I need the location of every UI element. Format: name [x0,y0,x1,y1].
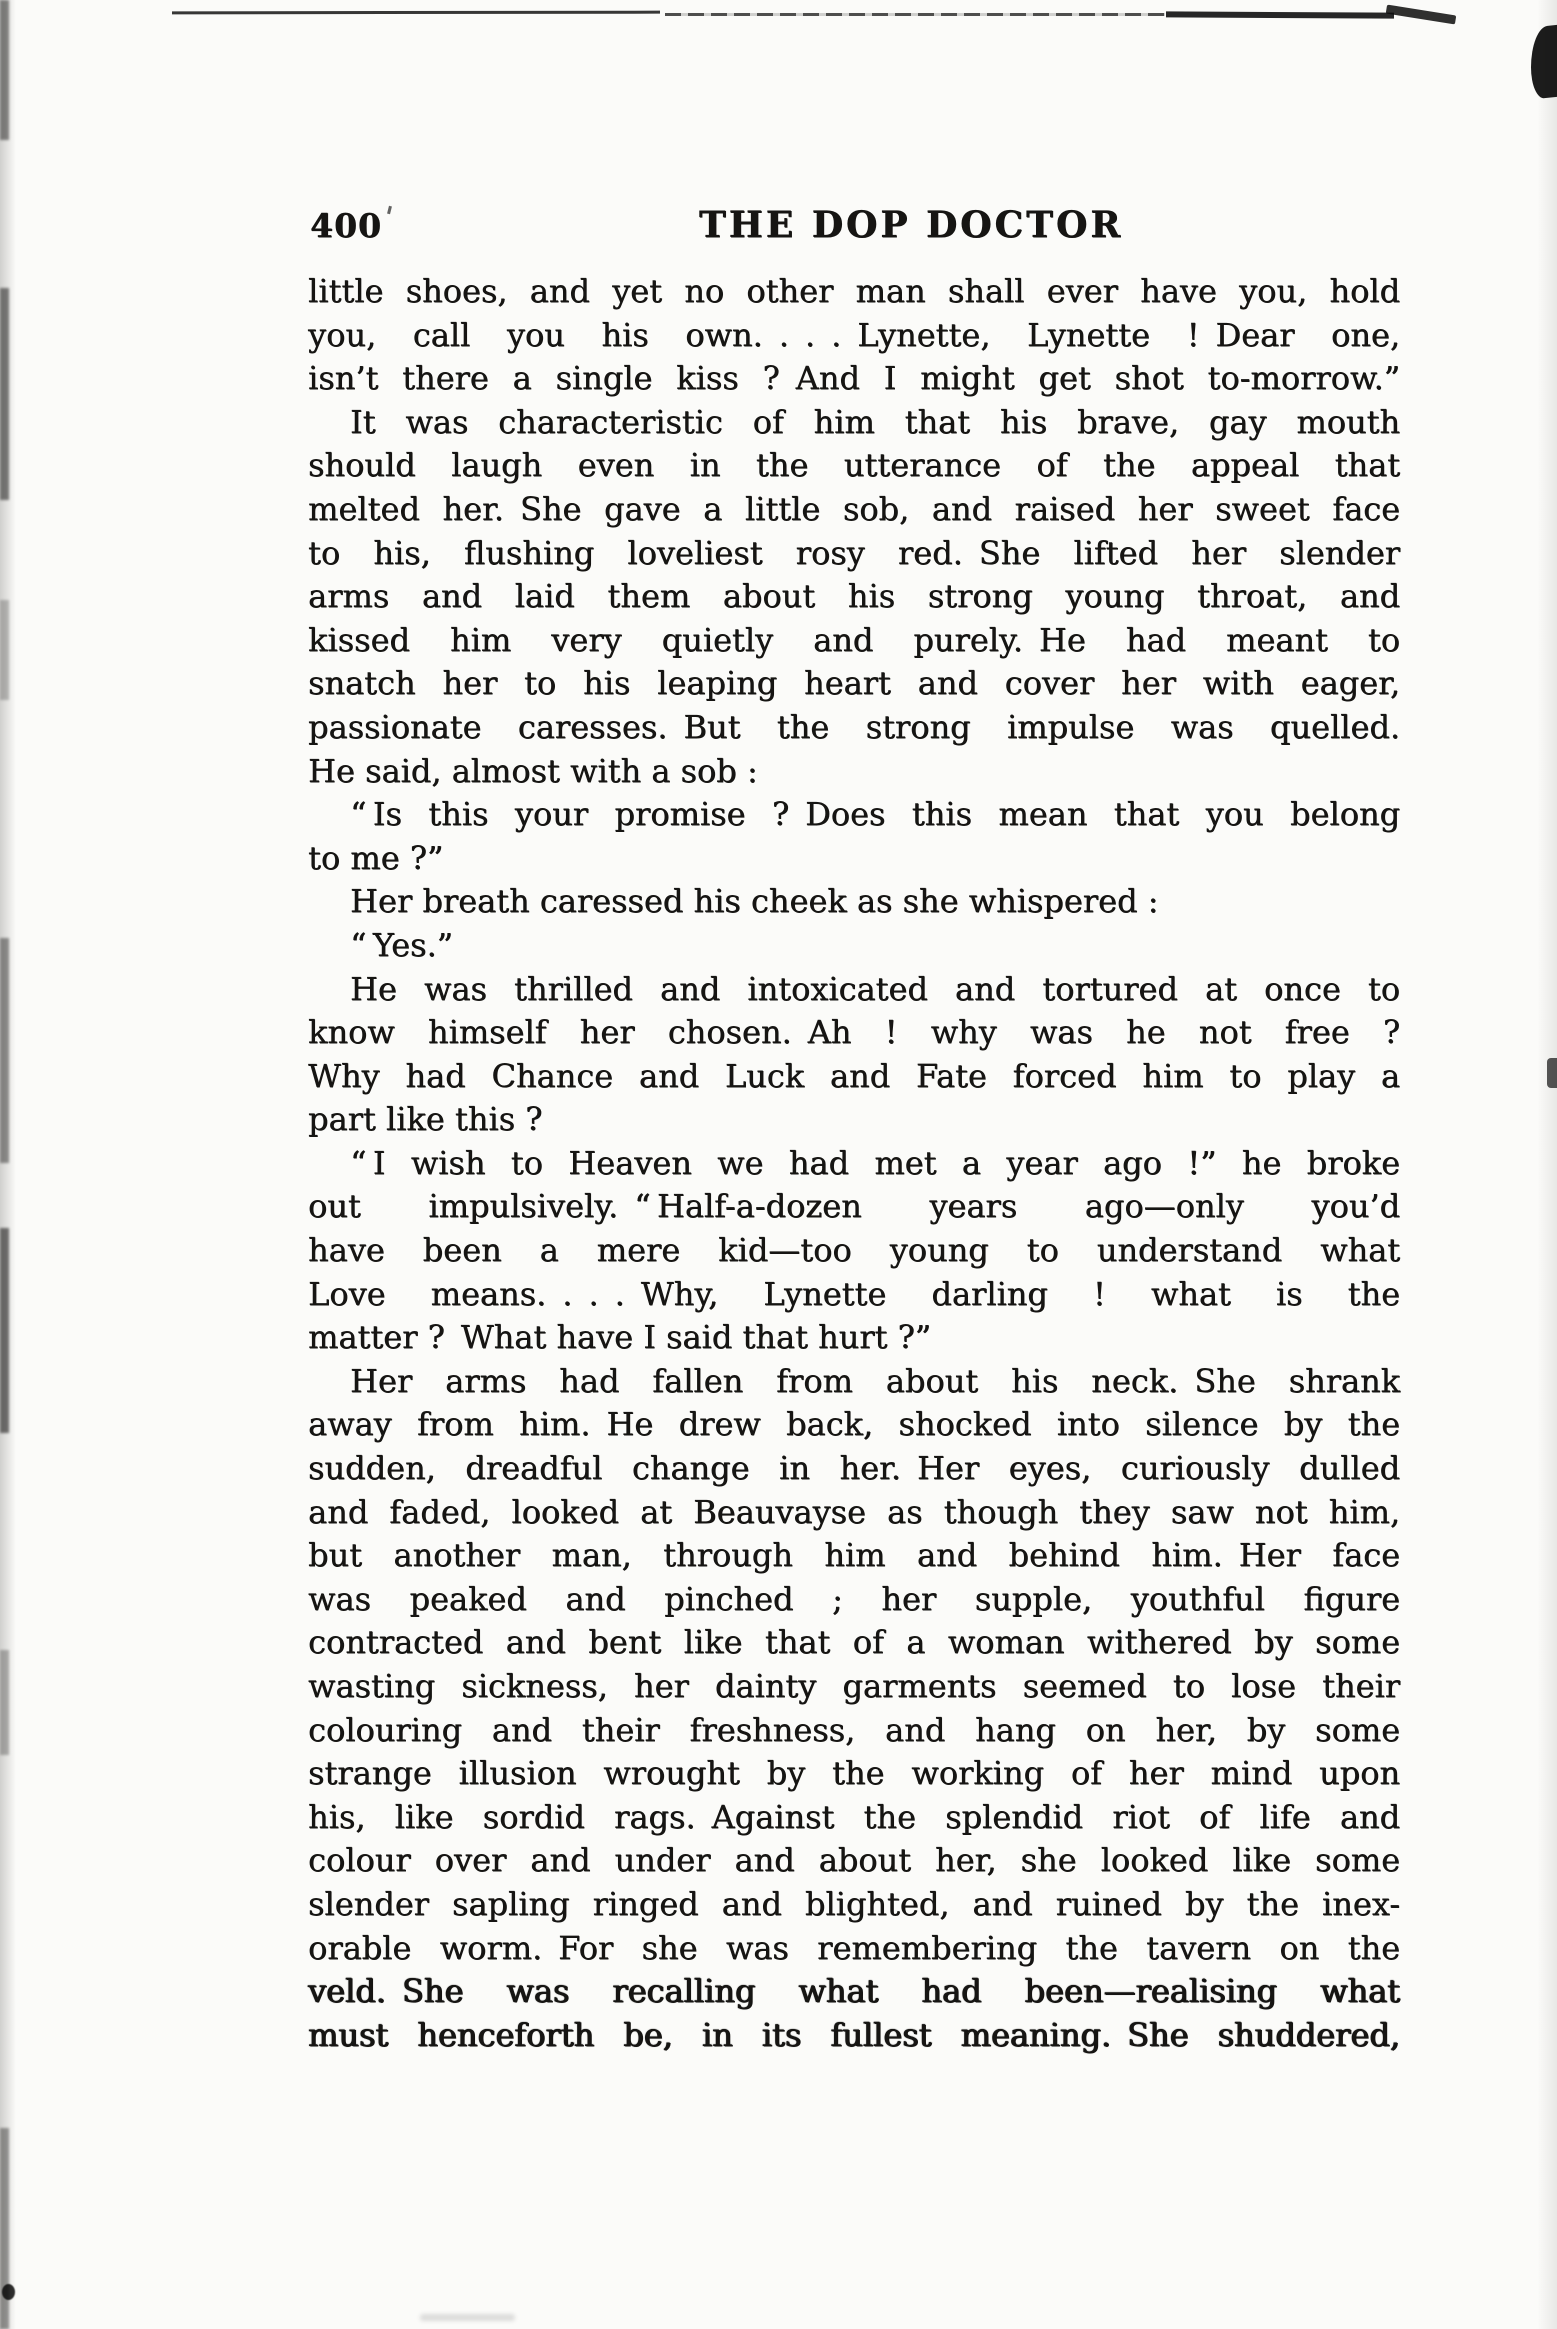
text-line: It was characteristic of him that his brave, gay mouth [350,402,1400,441]
running-header [308,204,1400,250]
scan-ink-mark-right [1547,1058,1557,1088]
running-title: THE DOP DOCTOR [698,204,1124,246]
text-line: melted her. She gave a little sob, and raised her sweet face [308,489,1400,528]
text-line: to me ?” [308,838,444,877]
text-line: He said, almost with a sob : [308,751,758,790]
text-line: part like this ? [308,1100,543,1139]
text-line: and faded, looked at Beauvayse as though they saw not him, [308,1492,1400,1531]
paragraph [308,1360,1400,2058]
text-line: colour over and under and about her, she looked like some [308,1841,1400,1880]
text-line: snatch her to his leaping heart and cover her with eager, [308,664,1400,703]
scan-corner-mark [1386,5,1457,25]
text-line: know himself her chosen. Ah ! why was he not free ? [308,1013,1400,1052]
paragraph [308,793,1400,880]
scan-edge-shade-right [1537,0,1557,2329]
paragraph [308,270,1400,401]
text-line: must henceforth be, in its fullest meaning. She shuddered, [308,2015,1400,2054]
scan-ink-blob-right [1531,24,1557,99]
text-line: but another man, through him and behind him. Her face [308,1536,1400,1575]
scan-top-rule-broken [665,13,1165,16]
text-line: to his, flushing loveliest rosy red. She lifted her slender [308,533,1400,572]
text-line: Why had Chance and Luck and Fate forced him to play a [308,1056,1400,1095]
scan-edge-shade-left [0,0,16,2329]
scan-streak-left [0,1228,9,1433]
text-line: orable worm. For she was remembering the tavern on the [308,1928,1400,1967]
text-line: passionate caresses. But the strong impulse was quelled. [308,707,1400,746]
text-line: should laugh even in the utterance of the appeal that [308,446,1400,485]
scan-ink-dot-bottom-left [2,2284,15,2300]
scan-top-rule-heavy [1166,11,1394,18]
page-body [308,270,1400,2057]
text-line: away from him. He drew back, shocked into silence by the [308,1405,1400,1444]
text-line: out impulsively. “ Half-a-dozen years ago—only you’d [308,1187,1400,1226]
scan-streak-left [0,600,9,700]
text-line: Her breath caressed his cheek as she whispered : [350,882,1159,921]
text-line: kissed him very quietly and purely. He had meant to [308,620,1400,659]
text-line: was peaked and pinched ; her supple, youthful figure [308,1579,1400,1618]
paragraph [308,1142,1400,1360]
text-line: wasting sickness, her dainty garments seemed to lose their [308,1667,1400,1705]
text-line: He was thrilled and intoxicated and tortured at once to [350,969,1400,1008]
text-line: slender sapling ringed and blighted, and ruined by the inex- [308,1884,1400,1923]
text-line: Her arms had fallen from about his neck. She shrank [350,1361,1400,1400]
text-line: “ Is this your promise ? Does this mean that you belong [350,795,1400,834]
text-line: you, call you his own. . . . Lynette, Lynette ! Dear one, [308,315,1400,354]
scan-streak-left [0,1650,9,1755]
text-line: Love means. . . . Why, Lynette darling ! what is the [308,1274,1400,1313]
paragraph [308,968,1400,1142]
scan-smudge-bottom [420,2314,515,2321]
text-line: colouring and their freshness, and hang on her, by some [308,1710,1400,1749]
text-line: matter ? What have I said that hurt ?” [308,1318,932,1357]
text-line: contracted and bent like that of a woman withered by some [308,1623,1400,1662]
paragraph [308,924,1400,968]
scan-top-rule [172,11,660,15]
text-line: strange illusion wrought by the working of her mind upon [308,1754,1400,1793]
text-line: “ Yes.” [350,925,453,964]
text-line: little shoes, and yet no other man shall ever have you, hold [308,272,1400,310]
text-line: his, like sordid rags. Against the splendid riot of life and [308,1797,1400,1836]
text-block [308,204,1400,2057]
text-line: have been a mere kid—too young to understand what [308,1231,1400,1270]
text-line: isn’t there a single kiss ? And I might get shot to-morrow.” [308,359,1400,398]
text-line: veld. She was recalling what had been—realising what [308,1972,1400,2011]
scan-streak-left [0,2128,9,2329]
page-number: 400 [310,206,382,245]
scan-streak-left [0,0,9,140]
scan-streak-left [0,288,9,500]
text-line: “ I wish to Heaven we had met a year ago !” he broke [350,1143,1400,1182]
text-line: arms and laid them about his strong young throat, and [308,577,1400,616]
text-line: sudden, dreadful change in her. Her eyes, curiously dulled [308,1449,1400,1488]
scan-streak-left [0,938,9,1163]
paragraph [308,401,1400,793]
paragraph [308,880,1400,924]
